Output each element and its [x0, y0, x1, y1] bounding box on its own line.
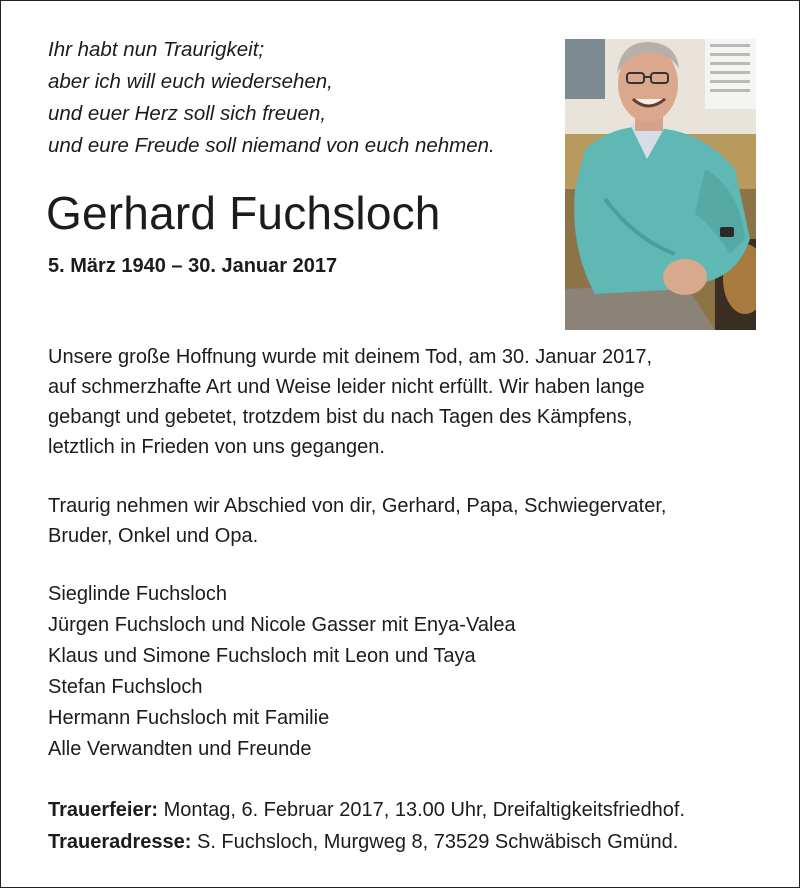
funeral-info [48, 794, 685, 858]
verse-line: Ihr habt nun Traurigkeit; [48, 38, 265, 61]
life-dates: 5. März 1940 – 30. Januar 2017 [48, 255, 338, 277]
paragraph-line: auf schmerzhafte Art und Weise leider nicht erfüllt. Wir haben lange [48, 376, 645, 398]
funeral-line [48, 794, 685, 826]
family-list [48, 579, 516, 765]
family-member: Sieglinde Fuchsloch [48, 583, 227, 605]
address-label: Traueradresse: [48, 831, 192, 853]
paragraph-line: Bruder, Onkel und Opa. [48, 525, 259, 547]
paragraph-hope [48, 342, 652, 462]
paragraph-line: gebangt und gebetet, trotzdem bist du nach Tagen des Kämpfens, [48, 406, 633, 428]
verse-line: und euer Herz soll sich freuen, [48, 102, 327, 125]
address-line [48, 826, 685, 858]
funeral-label: Trauerfeier: [48, 799, 159, 821]
paragraph-line: letztlich in Frieden von uns gegangen. [48, 436, 385, 458]
verse-line: aber ich will euch wiedersehen, [48, 70, 333, 93]
paragraph-farewell [48, 491, 666, 551]
family-member: Stefan Fuchsloch [48, 676, 203, 698]
deceased-name: Gerhard Fuchsloch [46, 187, 441, 239]
verse [48, 34, 495, 162]
family-member: Alle Verwandten und Freunde [48, 738, 312, 760]
funeral-text: Montag, 6. Februar 2017, 13.00 Uhr, Dreifaltigkeitsfriedhof. [158, 799, 686, 821]
family-member: Klaus und Simone Fuchsloch mit Leon und Taya [48, 645, 476, 667]
verse-line: und eure Freude soll niemand von euch nehmen. [48, 134, 495, 157]
portrait-photo [565, 39, 756, 330]
paragraph-line: Unsere große Hoffnung wurde mit deinem Tod, am 30. Januar 2017, [48, 346, 653, 368]
paragraph-line: Traurig nehmen wir Abschied von dir, Gerhard, Papa, Schwiegervater, [48, 495, 667, 517]
family-member: Jürgen Fuchsloch und Nicole Gasser mit Enya-Valea [48, 614, 516, 636]
address-text: S. Fuchsloch, Murgweg 8, 73529 Schwäbisch Gmünd. [191, 831, 679, 853]
family-member: Hermann Fuchsloch mit Familie [48, 707, 330, 729]
